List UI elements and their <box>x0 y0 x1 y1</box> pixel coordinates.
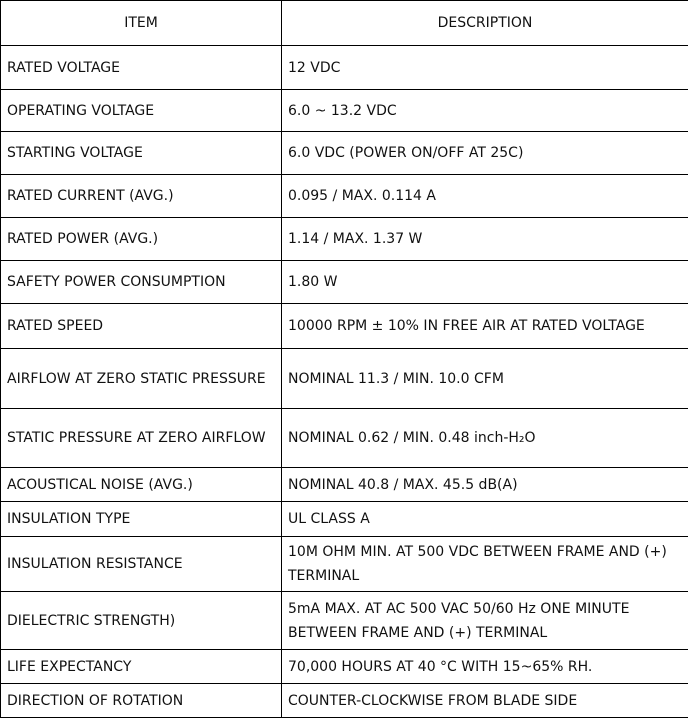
table-row <box>1 218 688 261</box>
item-cell: STATIC PRESSURE AT ZERO AIRFLOW <box>1 409 282 468</box>
table-row <box>1 46 688 90</box>
description-cell: NOMINAL 0.62 / MIN. 0.48 inch-H₂O <box>282 409 688 468</box>
table-row <box>1 175 688 218</box>
description-cell: 70,000 HOURS AT 40 °C WITH 15~65% RH. <box>282 650 688 684</box>
table-row <box>1 304 688 349</box>
table-row <box>1 349 688 409</box>
description-cell: NOMINAL 40.8 / MAX. 45.5 dB(A) <box>282 468 688 502</box>
table-row <box>1 468 688 502</box>
item-cell: SAFETY POWER CONSUMPTION <box>1 261 282 304</box>
description-cell: 1.80 W <box>282 261 688 304</box>
description-cell: 1.14 / MAX. 1.37 W <box>282 218 688 261</box>
description-cell: 10M OHM MIN. AT 500 VDC BETWEEN FRAME AND (+) TERMINAL <box>282 537 688 592</box>
table-row <box>1 261 688 304</box>
table-row <box>1 90 688 132</box>
table-row <box>1 537 688 592</box>
table-row <box>1 650 688 684</box>
description-cell: 5mA MAX. AT AC 500 VAC 50/60 Hz ONE MINUTE BETWEEN FRAME AND (+) TERMINAL <box>282 592 688 650</box>
item-cell: RATED VOLTAGE <box>1 46 282 90</box>
table-row <box>1 592 688 650</box>
item-cell: ACOUSTICAL NOISE (AVG.) <box>1 468 282 502</box>
item-cell: INSULATION RESISTANCE <box>1 537 282 592</box>
table-row <box>1 502 688 537</box>
item-cell: AIRFLOW AT ZERO STATIC PRESSURE <box>1 349 282 409</box>
description-cell: COUNTER-CLOCKWISE FROM BLADE SIDE <box>282 684 688 718</box>
item-cell: LIFE EXPECTANCY <box>1 650 282 684</box>
item-cell: DIRECTION OF ROTATION <box>1 684 282 718</box>
item-cell: RATED POWER (AVG.) <box>1 218 282 261</box>
table-row <box>1 409 688 468</box>
description-cell: 6.0 ~ 13.2 VDC <box>282 90 688 132</box>
item-cell: DIELECTRIC STRENGTH) <box>1 592 282 650</box>
item-cell: INSULATION TYPE <box>1 502 282 537</box>
column-header-description: DESCRIPTION <box>282 1 688 46</box>
description-cell: 6.0 VDC (POWER ON/OFF AT 25C) <box>282 132 688 175</box>
description-cell: NOMINAL 11.3 / MIN. 10.0 CFM <box>282 349 688 409</box>
table-row <box>1 684 688 718</box>
item-cell: RATED CURRENT (AVG.) <box>1 175 282 218</box>
column-header-item: ITEM <box>1 1 282 46</box>
item-cell: OPERATING VOLTAGE <box>1 90 282 132</box>
description-cell: UL CLASS A <box>282 502 688 537</box>
description-cell: 12 VDC <box>282 46 688 90</box>
description-cell: 0.095 / MAX. 0.114 A <box>282 175 688 218</box>
table-header-row <box>1 1 688 46</box>
table-row <box>1 132 688 175</box>
item-cell: RATED SPEED <box>1 304 282 349</box>
description-cell: 10000 RPM ± 10% IN FREE AIR AT RATED VOLTAGE <box>282 304 688 349</box>
item-cell: STARTING VOLTAGE <box>1 132 282 175</box>
